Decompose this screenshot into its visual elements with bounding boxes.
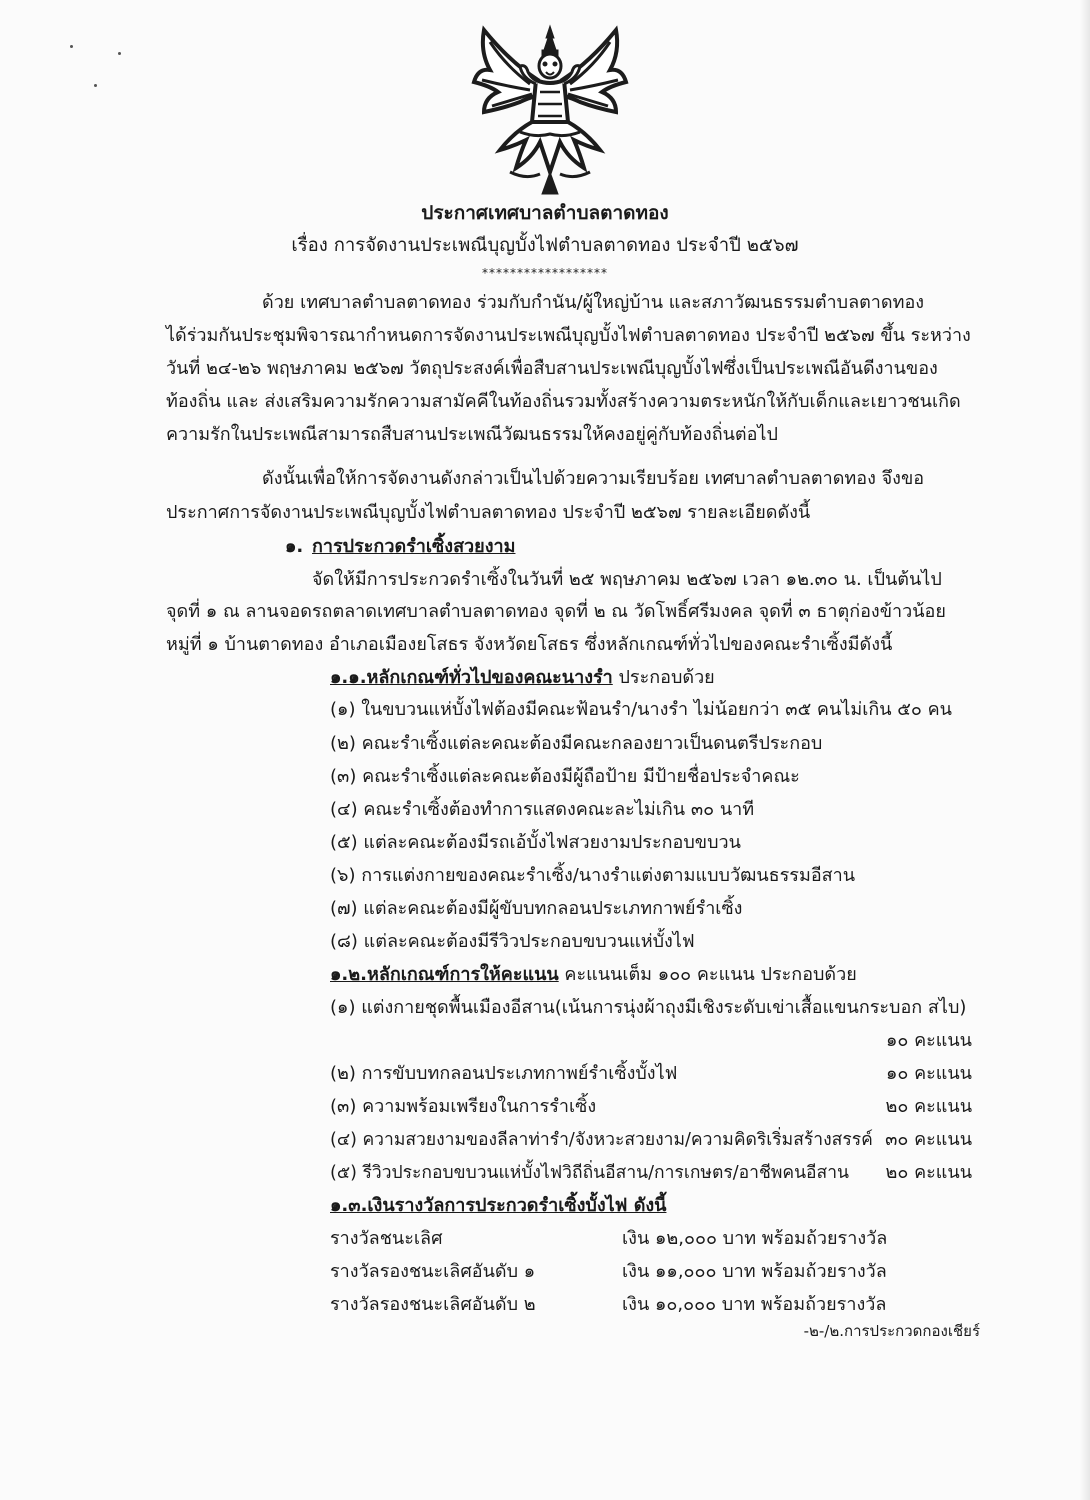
prize-amount-3: เงิน ๑๐,๐๐๐ บาท พร้อมถ้วยรางวัล [622, 1294, 887, 1315]
scoring-item-3: (๓) ความพร้อมเพรียงในการรำเซิ้ง [330, 1096, 597, 1117]
sub-1-2-heading-row [330, 962, 857, 988]
scoring-item-2: (๒) การขับบทกลอนประเภทกาพย์รำเซิ้งบั้งไฟ [330, 1063, 678, 1084]
sub-1-3-heading: ๑.๓.เงินรางวัลการประกวดรำเซิ้งบั้งไฟ ดังนี้ [330, 1195, 667, 1216]
section-1-body-1: จัดให้มีการประกวดรำเซิ้งในวันที่ ๒๕ พฤษภาคม ๒๕๖๗ เวลา ๑๒.๓๐ น. เป็นต้นไป [312, 569, 942, 590]
announcement-title: ประกาศเทศบาลตำบลตาดทอง [421, 202, 669, 224]
criteria-item-5: (๕) แต่ละคณะต้องมีรถเอ้บั้งไฟสวยงามประกอบขบวน [330, 832, 741, 853]
intro-line-2: ได้ร่วมกันประชุมพิจารณากำหนดการจัดงานประเพณีบุญบั้งไฟตำบลตาดทอง ประจำปี ๒๕๖๗ ขึ้น ระหว่าง [166, 325, 971, 346]
criteria-item-7: (๗) แต่ละคณะต้องมีผู้ขับบทกลอนประเภทกาพย์รำเซิ้ง [330, 898, 743, 919]
section-1-body-3: หมู่ที่ ๑ บ้านตาดทอง อำเภอเมืองยโสธร จังหวัดยโสธร ซึ่งหลักเกณฑ์ทั่วไปของคณะรำเซิ้งมีดังนี้ [166, 634, 893, 655]
scan-speck [118, 52, 121, 55]
sub-1-1-heading: ๑.๑.หลักเกณฑ์ทั่วไปของคณะนางรำ [330, 667, 613, 688]
scoring-score-4: ๓๐ คะแนน [885, 1129, 972, 1150]
page-edge-shadow [1080, 0, 1090, 1500]
prize-name-1: รางวัลชนะเลิศ [330, 1228, 443, 1249]
scoring-item-1: (๑) แต่งกายชุดพื้นเมืองอีสาน(เน้นการนุ่งผ้าถุงมีเชิงระดับเข่าเสื้อแขนกระบอก สไบ) [330, 997, 967, 1018]
intro-line-3: วันที่ ๒๔-๒๖ พฤษภาคม ๒๕๖๗ วัตถุประสงค์เพื่อสืบสานประเพณีบุญบั้งไฟซึ่งเป็นประเพณีอันดีงานของ [166, 358, 938, 379]
scoring-item-4: (๔) ความสวยงามของลีลาท่ารำ/จังหวะสวยงาม/ความคิดริเริ่มสร้างสรรค์ [330, 1130, 873, 1150]
scoring-score-2: ๑๐ คะแนน [885, 1063, 972, 1084]
sub-1-1-heading-row [330, 665, 715, 691]
section-1-number: ๑. [285, 536, 304, 557]
prize-amount-1: เงิน ๑๒,๐๐๐ บาท พร้อมถ้วยรางวัล [622, 1228, 888, 1249]
section-1-heading: การประกวดรำเซิ้งสวยงาม [312, 536, 516, 557]
page-continuation: -๒-/๒.การประกวดกองเชียร์ [803, 1322, 980, 1340]
sub-1-2-heading-tail: คะแนนเต็ม ๑๐๐ คะแนน ประกอบด้วย [558, 964, 857, 985]
intro-line-4: ท้องถิ่น และ ส่งเสริมความรักความสามัคคีในท้องถิ่นรวมทั้งสร้างความตระหนักให้กับเด็กและเยาวชนเกิด [166, 391, 961, 412]
sub-1-1-heading-tail: ประกอบด้วย [612, 667, 715, 688]
scoring-score-3: ๒๐ คะแนน [885, 1096, 972, 1117]
intro-line-1: ด้วย เทศบาลตำบลตาดทอง ร่วมกับกำนัน/ผู้ใหญ่บ้าน และสภาวัฒนธรรมตำบลตาดทอง [262, 292, 925, 313]
criteria-item-4: (๔) คณะรำเซิ้งต้องทำการแสดงคณะละไม่เกิน ๓๐ นาที [330, 799, 755, 820]
section-1-body-2: จุดที่ ๑ ณ ลานจอดรถตลาดเทศบาลตำบลตาดทอง จุดที่ ๒ ณ วัดโพธิ์ศรีมงคล จุดที่ ๓ ธาตุก่องข้าวน้อย [166, 601, 946, 622]
intro2-line-2: ประกาศการจัดงานประเพณีบุญบั้งไฟตำบลตาดทอง ประจำปี ๒๕๖๗ รายละเอียดดังนี้ [166, 502, 811, 523]
criteria-item-6: (๖) การแต่งกายของคณะรำเซิ้ง/นางรำแต่งตามแบบวัฒนธรรมอีสาน [330, 865, 856, 886]
scoring-score-5: ๒๐ คะแนน [885, 1162, 972, 1183]
criteria-item-2: (๒) คณะรำเซิ้งแต่ละคณะต้องมีคณะกลองยาวเป็นดนตรีประกอบ [330, 733, 823, 754]
prize-name-3: รางวัลรองชนะเลิศอันดับ ๒ [330, 1294, 536, 1315]
announcement-subject: เรื่อง การจัดงานประเพณีบุญบั้งไฟตำบลตาดทอง ประจำปี ๒๕๖๗ [291, 235, 799, 256]
criteria-item-1: (๑) ในขบวนแห่บั้งไฟต้องมีคณะฟ้อนรำ/นางรำ ไม่น้อยกว่า ๓๕ คนไม่เกิน ๕๐ คน [330, 699, 952, 720]
scan-speck [94, 84, 97, 87]
scan-speck [70, 45, 73, 48]
scoring-item-5: (๕) รีวิวประกอบขบวนแห่บั้งไฟวิถีถิ่นอีสาน/การเกษตร/อาชีพคนอีสาน [330, 1163, 850, 1183]
prize-amount-2: เงิน ๑๑,๐๐๐ บาท พร้อมถ้วยรางวัล [622, 1261, 887, 1282]
header-stars: ****************** [482, 266, 608, 280]
garuda-emblem [470, 22, 630, 200]
criteria-item-3: (๓) คณะรำเซิ้งแต่ละคณะต้องมีผู้ถือป้าย มีป้ายชื่อประจำคณะ [330, 766, 800, 787]
intro2-line-1: ดังนั้นเพื่อให้การจัดงานดังกล่าวเป็นไปด้วยความเรียบร้อย เทศบาลตำบลตาดทอง จึงขอ [262, 468, 925, 489]
criteria-item-8: (๘) แต่ละคณะต้องมีรีวิวประกอบขบวนแห่บั้งไฟ [330, 931, 695, 952]
intro-line-5: ความรักในประเพณีสามารถสืบสานประเพณีวัฒนธรรมให้คงอยู่คู่กับท้องถิ่นต่อไป [166, 424, 778, 445]
prize-name-2: รางวัลรองชนะเลิศอันดับ ๑ [330, 1261, 536, 1282]
sub-1-2-heading: ๑.๒.หลักเกณฑ์การให้คะแนน [330, 964, 559, 985]
scoring-score-1: ๑๐ คะแนน [885, 1030, 972, 1051]
